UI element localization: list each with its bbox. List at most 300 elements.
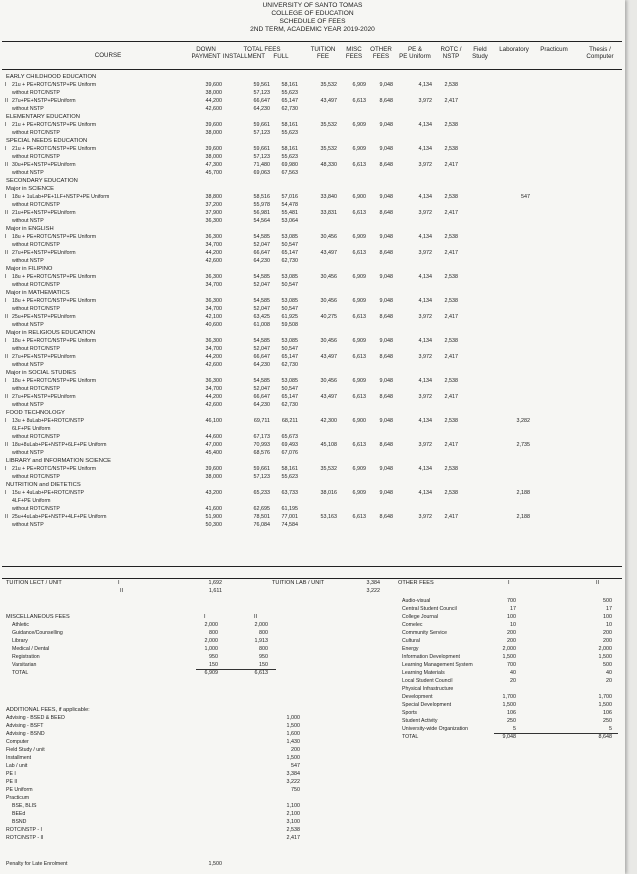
other-fees: 8,648 (379, 442, 393, 448)
section-heading-label: LIBRARY and INFORMATION SCIENCE (6, 458, 112, 464)
misc-fees: 6,909 (352, 234, 366, 240)
col-practicum: Practicum (540, 46, 568, 53)
other-fee-i: 10 (510, 622, 516, 628)
installment-total: 54,585 (253, 274, 270, 280)
misc-fee-i: 950 (209, 654, 218, 660)
pe-fee: 4,134 (418, 274, 432, 280)
pe-fee: 3,972 (418, 250, 432, 256)
misc-total-label: TOTAL (12, 670, 29, 676)
misc-fees: 6,909 (352, 274, 366, 280)
other-fee-name: Central Student Council (402, 606, 457, 612)
full-total: 53,085 (281, 274, 298, 280)
course-label: 21u + PE+ROTC/NSTP+PE Uniform (12, 466, 97, 472)
misc-col-i: I (204, 614, 206, 620)
down-payment: 45,400 (205, 450, 222, 456)
course-label: 21u+PE+NSTP+PEUniform (12, 210, 76, 216)
installment-total: 68,576 (253, 450, 270, 456)
additional-fee-item (0, 810, 625, 818)
col-down: DOWN (196, 46, 216, 53)
misc-fee-name: Guidance/Counselling (12, 630, 63, 636)
rotc-nstp-fee: 2,417 (444, 98, 458, 104)
section-heading (0, 409, 625, 417)
down-payment: 44,600 (205, 434, 222, 440)
year-mark: II (5, 314, 8, 320)
full-total: 62,730 (281, 106, 298, 112)
col-fee: FEE (316, 53, 330, 60)
course-row (0, 249, 625, 257)
additional-fee-item (0, 738, 625, 746)
misc-fee-i: 150 (209, 662, 218, 668)
section-heading-label: Major in SOCIAL STUDIES (6, 370, 77, 376)
year-mark: I (5, 82, 7, 88)
full-total: 65,673 (281, 434, 298, 440)
other-fee-ii: 1,500 (598, 654, 612, 660)
section-heading (0, 225, 625, 233)
section-heading (0, 113, 625, 121)
other-fee-name: Information Development (402, 654, 460, 660)
section-heading (0, 369, 625, 377)
course-subrow (0, 361, 625, 369)
rotc-nstp-fee: 2,538 (444, 82, 458, 88)
course-subrow (0, 153, 625, 161)
course-row (0, 209, 625, 217)
tuition-fee: 33,831 (320, 210, 337, 216)
year-mark: II (5, 98, 8, 104)
full-total: 74,584 (281, 522, 298, 528)
full-total: 58,161 (281, 82, 298, 88)
other-fee-item (0, 637, 625, 645)
rotc-nstp-fee: 2,538 (444, 122, 458, 128)
down-payment: 44,200 (205, 394, 222, 400)
other-fee-name: Sports (402, 710, 417, 716)
full-total: 65,147 (281, 394, 298, 400)
additional-fee-name: Installment (6, 755, 32, 761)
misc-fees: 6,909 (352, 298, 366, 304)
installment-total: 70,993 (253, 442, 270, 448)
additional-fee-name: Practicum (6, 795, 30, 801)
other-fee-item (0, 597, 625, 605)
course-label: without NSTP (12, 218, 44, 224)
pe-fee: 3,972 (418, 210, 432, 216)
tuition-fee: 38,016 (320, 490, 337, 496)
course-row (0, 489, 625, 497)
other-total-label: TOTAL (402, 734, 419, 740)
down-payment: 42,600 (205, 258, 222, 264)
installment-total: 59,661 (253, 122, 270, 128)
misc-fee-ii: 950 (259, 654, 268, 660)
tuition-lect-ii: 1,611 (208, 588, 222, 594)
col-study: Study (472, 53, 488, 60)
course-row (0, 81, 625, 89)
full-total: 58,161 (281, 122, 298, 128)
down-payment: 44,200 (205, 98, 222, 104)
other-fees: 9,048 (379, 82, 393, 88)
col-thesis: Thesis / (589, 46, 611, 53)
other-fees: 9,048 (379, 490, 393, 496)
tuition-fee: 43,497 (320, 98, 337, 104)
year-mark: I (5, 146, 7, 152)
down-payment: 38,000 (205, 90, 222, 96)
installment-total: 52,047 (253, 282, 270, 288)
section-heading-label: SPECIAL NEEDS EDUCATION (6, 138, 88, 144)
misc-fee-name: Library (12, 638, 28, 644)
other-fees: 9,048 (379, 418, 393, 424)
misc-total-i: 6,909 (204, 670, 218, 676)
installment-total: 54,585 (253, 298, 270, 304)
installment-total: 57,123 (253, 130, 270, 136)
other-fee-ii: 40 (606, 670, 612, 676)
university-name: UNIVERSITY OF SANTO TOMAS (262, 2, 363, 9)
course-label: without ROTC/NSTP (12, 130, 60, 136)
down-payment: 38,000 (205, 130, 222, 136)
rotc-nstp-fee: 2,538 (444, 146, 458, 152)
tuition-fee: 43,497 (320, 354, 337, 360)
other-fee-item (0, 621, 625, 629)
additional-fee-item (0, 778, 625, 786)
other-fee-item (0, 629, 625, 637)
course-label: without ROTC/NSTP (12, 242, 60, 248)
additional-fee-value: 1,600 (286, 731, 300, 737)
other-fees: 9,048 (379, 466, 393, 472)
down-payment: 39,600 (205, 122, 222, 128)
course-subrow (0, 473, 625, 481)
installment-total: 58,516 (253, 194, 270, 200)
course-subrow (0, 521, 625, 529)
year-mark: I (5, 122, 7, 128)
other-fee-i: 700 (507, 598, 516, 604)
additional-fee-value: 1,430 (286, 739, 300, 745)
course-label: 27u+PE+NSTP+PEUniform (12, 250, 76, 256)
misc-fee-name: Athletic (12, 622, 30, 628)
year-mark: I (5, 490, 7, 496)
section-heading (0, 289, 625, 297)
misc-fee-ii: 2,000 (254, 622, 268, 628)
course-label: without ROTC/NSTP (12, 346, 60, 352)
course-label: 18u + PE+ROTC/NSTP+PE Uniform (12, 298, 97, 304)
additional-fee-value: 1,100 (286, 803, 300, 809)
installment-total: 61,008 (253, 322, 270, 328)
col-other-fees: FEES (372, 53, 390, 60)
other-fees: 9,048 (379, 194, 393, 200)
misc-fees: 6,613 (352, 162, 366, 168)
additional-fee-item (0, 826, 625, 834)
full-total: 67,563 (281, 170, 298, 176)
other-fees: 8,648 (379, 354, 393, 360)
other-fees: 8,648 (379, 250, 393, 256)
down-payment: 34,700 (205, 306, 222, 312)
additional-fee-name: Computer (6, 739, 29, 745)
installment-total: 52,047 (253, 306, 270, 312)
additional-fee-name: Advising - BSED & BEED (6, 715, 65, 721)
misc-fees: 6,613 (352, 442, 366, 448)
course-subrow (0, 321, 625, 329)
course-label: 21u + PE+ROTC/NSTP+PE Uniform (12, 82, 97, 88)
course-label: without ROTC/NSTP (12, 306, 60, 312)
section-heading-label: Major in RELIGIOUS EDUCATION (6, 330, 96, 336)
course-subrow (0, 345, 625, 353)
header-bottom-rule (2, 69, 622, 70)
additional-fee-value: 3,100 (286, 819, 300, 825)
down-payment: 39,600 (205, 466, 222, 472)
college-name: COLLEGE OF EDUCATION (271, 10, 354, 17)
other-fee-i: 100 (507, 614, 516, 620)
year-mark: II (5, 514, 8, 520)
down-payment: 50,300 (205, 522, 222, 528)
pe-fee: 4,134 (418, 418, 432, 424)
section-heading (0, 457, 625, 465)
down-payment: 36,300 (205, 378, 222, 384)
course-subrow (0, 129, 625, 137)
tuition-fee: 35,532 (320, 122, 337, 128)
misc-fees: 6,900 (352, 418, 366, 424)
tuition-lab-label: TUITION LAB / UNIT (272, 580, 325, 586)
other-fees: 9,048 (379, 146, 393, 152)
installment-total: 57,123 (253, 474, 270, 480)
rotc-nstp-fee: 2,417 (444, 162, 458, 168)
installment-total: 54,585 (253, 338, 270, 344)
misc-fees: 6,613 (352, 250, 366, 256)
other-fee-ii: 1,700 (598, 694, 612, 700)
course-subrow (0, 281, 625, 289)
other-fee-i: 200 (507, 630, 516, 636)
tuition-fee: 53,163 (320, 514, 337, 520)
installment-total: 59,661 (253, 146, 270, 152)
rotc-nstp-fee: 2,538 (444, 274, 458, 280)
installment-total: 63,425 (253, 314, 270, 320)
installment-total: 64,230 (253, 106, 270, 112)
other-fee-item (0, 653, 625, 661)
down-payment: 46,100 (205, 418, 222, 424)
full-total: 62,730 (281, 402, 298, 408)
misc-fee-ii: 800 (259, 646, 268, 652)
installment-total: 59,561 (253, 82, 270, 88)
additional-fee-item (0, 714, 625, 722)
course-row (0, 377, 625, 385)
misc-fees: 6,900 (352, 194, 366, 200)
course-row (0, 313, 625, 321)
course-row (0, 417, 625, 425)
additional-fee-item (0, 794, 625, 802)
full-total: 61,195 (281, 506, 298, 512)
rotc-nstp-fee: 2,417 (444, 250, 458, 256)
misc-fees-title: MISCELLANEOUS FEES (6, 614, 70, 620)
installment-total: 62,695 (253, 506, 270, 512)
full-total: 55,623 (281, 90, 298, 96)
additional-fee-value: 3,384 (286, 771, 300, 777)
col-total-fees: TOTAL FEES (243, 46, 281, 53)
course-row (0, 145, 625, 153)
down-payment: 44,200 (205, 250, 222, 256)
additional-fee-item (0, 802, 625, 810)
full-total: 61,925 (281, 314, 298, 320)
installment-total: 66,647 (253, 354, 270, 360)
other-fee-item (0, 613, 625, 621)
other-fees: 8,648 (379, 314, 393, 320)
misc-fee-i: 1,000 (204, 646, 218, 652)
installment-total: 59,661 (253, 466, 270, 472)
course-label: 18u + PE+ROTC/NSTP+PE Uniform (12, 274, 97, 280)
additional-fee-value: 1,500 (286, 723, 300, 729)
full-total: 55,623 (281, 474, 298, 480)
other-fee-i: 1,500 (502, 702, 516, 708)
course-row (0, 97, 625, 105)
down-payment: 36,300 (205, 218, 222, 224)
down-payment: 44,200 (205, 354, 222, 360)
section-heading (0, 177, 625, 185)
installment-total: 76,084 (253, 522, 270, 528)
lab-fee: 2,188 (516, 490, 530, 496)
course-subrow (0, 385, 625, 393)
misc-fee-i: 800 (209, 630, 218, 636)
col-misc: MISC (346, 46, 362, 53)
pe-fee: 3,972 (418, 394, 432, 400)
full-total: 53,085 (281, 338, 298, 344)
misc-fee-name: Medical / Dental (12, 646, 50, 652)
additional-fee-item (0, 746, 625, 754)
additional-fee-item (0, 818, 625, 826)
full-total: 63,733 (281, 490, 298, 496)
other-fees-col-i: I (508, 580, 510, 586)
section-heading (0, 329, 625, 337)
misc-fee-name: Registration (12, 654, 40, 660)
other-fee-i: 40 (510, 670, 516, 676)
year-mark: I (5, 378, 7, 384)
other-fee-name: Energy (402, 646, 419, 652)
tuition-fee: 45,108 (320, 442, 337, 448)
down-payment: 39,600 (205, 82, 222, 88)
other-fee-item (0, 661, 625, 669)
rotc-nstp-fee: 2,538 (444, 234, 458, 240)
installment-total: 54,585 (253, 234, 270, 240)
misc-fees: 6,613 (352, 314, 366, 320)
additional-fee-item (0, 730, 625, 738)
course-label: without ROTC/NSTP (12, 434, 60, 440)
col-rotc: ROTC / (440, 46, 462, 53)
installment-total: 66,647 (253, 98, 270, 104)
misc-fee-i: 2,000 (204, 638, 218, 644)
penalty-label: Penalty for Late Enrolment (6, 861, 68, 867)
tuition-fee: 43,497 (320, 250, 337, 256)
misc-fees: 6,613 (352, 394, 366, 400)
pe-fee: 4,134 (418, 146, 432, 152)
course-label: 25u+PE+NSTP+PEUniform (12, 314, 76, 320)
misc-fees: 6,909 (352, 490, 366, 496)
full-total: 57,016 (281, 194, 298, 200)
col-pe: PE & (407, 46, 423, 53)
full-total: 50,547 (281, 306, 298, 312)
full-total: 69,493 (281, 442, 298, 448)
year-mark: I (5, 194, 7, 200)
course-label: 27u+PE+NSTP+PEUniform (12, 394, 76, 400)
course-label: 18u+8uLab+PE+NSTP+6LF+PE Uniform (12, 442, 107, 448)
additional-fee-name: Advising - BSND (6, 731, 45, 737)
full-total: 58,161 (281, 466, 298, 472)
rotc-nstp-fee: 2,538 (444, 194, 458, 200)
full-total: 65,147 (281, 98, 298, 104)
full-total: 53,085 (281, 378, 298, 384)
col-laboratory: Laboratory (499, 46, 529, 53)
course-label: without ROTC/NSTP (12, 386, 60, 392)
course-row (0, 393, 625, 401)
installment-total: 71,480 (253, 162, 270, 168)
course-row (0, 465, 625, 473)
tuition-fee: 33,840 (320, 194, 337, 200)
section-heading (0, 265, 625, 273)
additional-fee-name: Advising - BSFT (6, 723, 44, 729)
course-label: 21u + PE+ROTC/NSTP+PE Uniform (12, 122, 97, 128)
other-fees-col-ii: II (596, 580, 600, 586)
rotc-nstp-fee: 2,538 (444, 466, 458, 472)
other-fee-i: 17 (510, 606, 516, 612)
additional-fee-value: 200 (291, 747, 300, 753)
down-payment: 36,300 (205, 234, 222, 240)
other-fee-i: 1,700 (502, 694, 516, 700)
other-fee-name: College Journal (402, 614, 439, 620)
additional-fee-value: 2,417 (286, 835, 300, 841)
other-fee-name: Comelec (402, 622, 423, 628)
course-label: 18u + PE+ROTC/NSTP+PE Uniform (12, 378, 97, 384)
course-row (0, 513, 625, 521)
other-fee-ii: 500 (603, 598, 612, 604)
other-fees: 9,048 (379, 378, 393, 384)
misc-fee-ii: 150 (259, 662, 268, 668)
other-fee-name: Learning Management System (402, 662, 473, 668)
down-payment: 47,000 (205, 442, 222, 448)
other-total-i: 9,048 (502, 734, 516, 740)
other-fee-item (0, 693, 625, 701)
additional-fee-item (0, 754, 625, 762)
additional-fee-item (0, 786, 625, 794)
rotc-nstp-fee: 2,538 (444, 418, 458, 424)
other-fee-i: 2,000 (502, 646, 516, 652)
additional-fee-name: PE Uniform (6, 787, 33, 793)
misc-fees: 6,613 (352, 210, 366, 216)
course-label: 27u+PE+NSTP+PEUniform (12, 354, 76, 360)
misc-fee-name: Varsitarian (12, 662, 37, 668)
col-course: COURSE (94, 52, 122, 59)
pe-fee: 4,134 (418, 234, 432, 240)
other-fees: 8,648 (379, 98, 393, 104)
down-payment: 36,300 (205, 274, 222, 280)
tuition-fee: 30,456 (320, 298, 337, 304)
misc-fees: 6,909 (352, 82, 366, 88)
other-fee-ii: 500 (603, 662, 612, 668)
full-total: 50,547 (281, 282, 298, 288)
full-total: 67,076 (281, 450, 298, 456)
misc-fees: 6,909 (352, 338, 366, 344)
down-payment: 38,800 (205, 194, 222, 200)
installment-total: 78,501 (253, 514, 270, 520)
course-label: 25u+4uLab+PE+NSTP+4LF+PE Uniform (12, 514, 107, 520)
pe-fee: 3,972 (418, 162, 432, 168)
additional-fee-name: PE II (6, 779, 18, 785)
installment-total: 57,123 (253, 154, 270, 160)
other-fee-ii: 1,500 (598, 702, 612, 708)
other-fee-name: Community Service (402, 630, 447, 636)
course-label: without NSTP (12, 322, 44, 328)
course-label: 13u + 8uLab+PE+ROTC/NSTP (12, 418, 84, 424)
down-payment: 34,700 (205, 346, 222, 352)
other-fee-ii: 200 (603, 638, 612, 644)
additional-fee-item (0, 834, 625, 842)
course-row (0, 441, 625, 449)
misc-fees: 6,909 (352, 466, 366, 472)
installment-total: 54,585 (253, 378, 270, 384)
full-total: 62,730 (281, 258, 298, 264)
course-label: 18u + 1uLab+PE+1LF+NSTP+PE Uniform (12, 194, 110, 200)
full-total: 53,085 (281, 234, 298, 240)
other-fee-ii: 20 (606, 678, 612, 684)
